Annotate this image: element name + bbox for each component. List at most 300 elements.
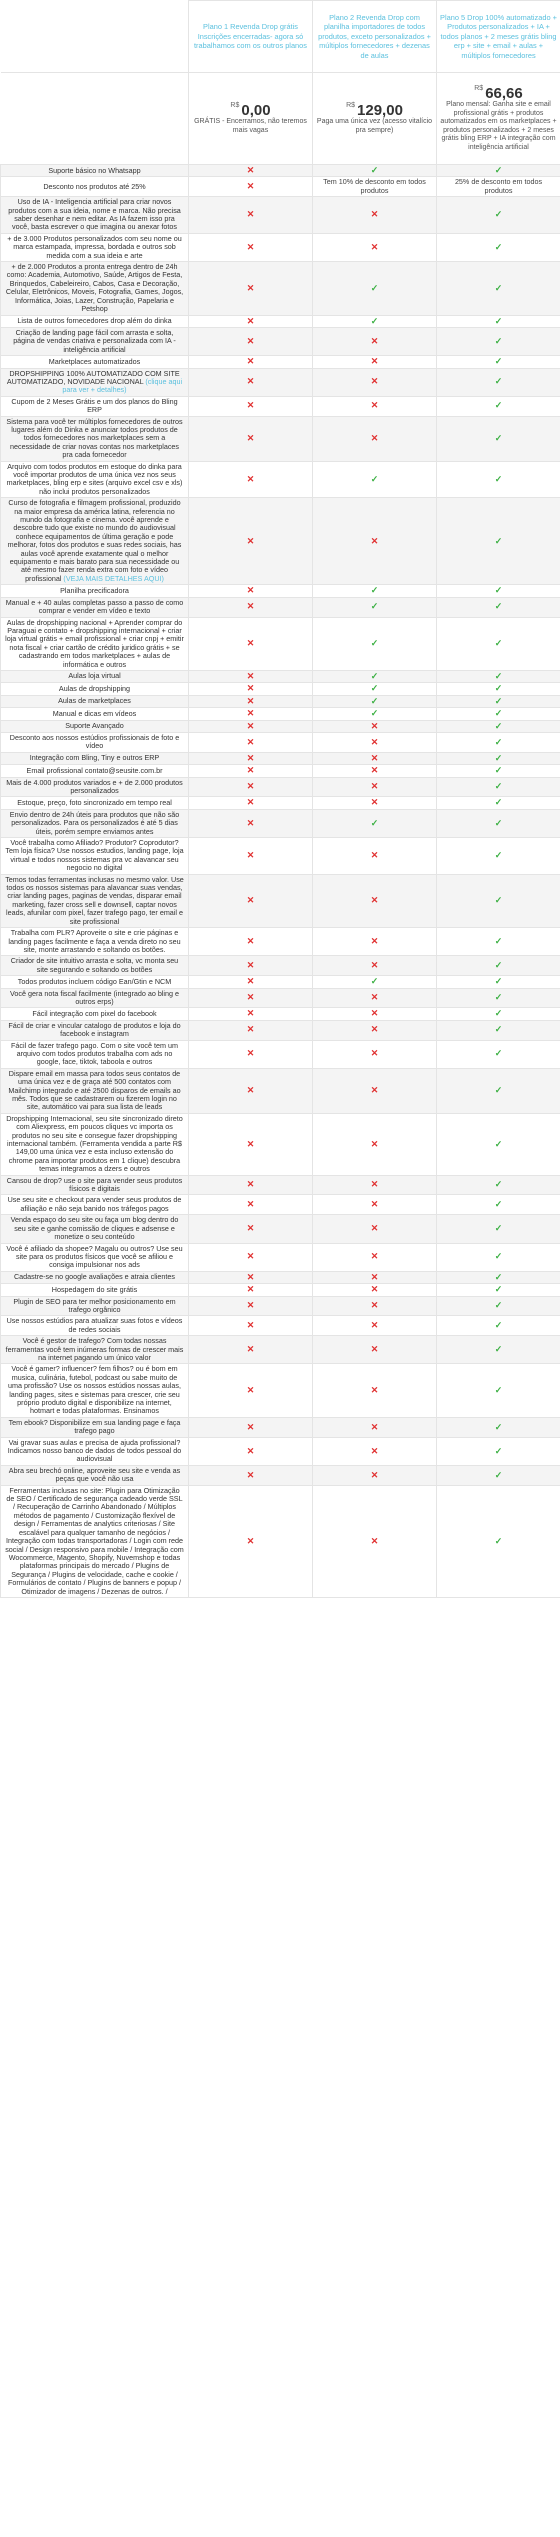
check-icon: ✓ xyxy=(494,335,503,346)
cross-icon: ✕ xyxy=(370,1320,379,1331)
plan-3-availability-cell xyxy=(437,368,560,396)
plan-3-availability-cell xyxy=(437,1243,560,1271)
feature-row xyxy=(1,1485,560,1597)
plan-1-availability-cell xyxy=(189,797,313,809)
plan-1-availability-cell xyxy=(189,683,313,695)
plan-2-availability-cell xyxy=(313,1020,437,1040)
feature-row xyxy=(1,976,560,988)
check-icon: ✓ xyxy=(494,670,503,681)
cross-icon: ✕ xyxy=(246,1223,255,1234)
plan-1-availability-cell xyxy=(189,356,313,368)
feature-row xyxy=(1,177,560,197)
plan-2-availability-cell xyxy=(313,683,437,695)
plan-3-availability-cell xyxy=(437,956,560,976)
plan-3-availability-cell xyxy=(437,797,560,809)
plan-2-availability-cell xyxy=(313,327,437,355)
feature-row xyxy=(1,262,560,315)
cross-icon: ✕ xyxy=(246,585,255,596)
cross-icon: ✕ xyxy=(246,473,255,484)
feature-label-cell xyxy=(1,1284,189,1296)
plan-names-row xyxy=(1,1,560,73)
feature-label: Aulas de dropshipping nacional + Aprender comprar do Paraguai e contato + dropshipping internacional + criar loja virtual grátis + email profissional + criar cnpj + emitir nota fiscal + criar cartão de crédito juridico grátis + se cadastrando em todos marketplaces + aulas de informática e outros xyxy=(5,617,184,669)
plan-1-name[interactable]: Plano 1 Revenda Drop grátis Inscrições encerradas- agora só trabalhamos com os outros planos xyxy=(194,22,307,51)
plan-3-value-cell xyxy=(437,177,560,197)
check-icon: ✓ xyxy=(494,1048,503,1059)
feature-label: Manual e + 40 aulas completas passo a passo de como comprar e vender em vídeo e texto xyxy=(5,597,184,616)
cross-icon: ✕ xyxy=(246,1284,255,1295)
feature-label: Trabalha com PLR? Aproveite o site e crie páginas e landing pages facilmente e faça a venda direto no seu site, monte arrastando e soltando os botões. xyxy=(8,928,181,954)
plan-1-availability-cell xyxy=(189,928,313,956)
feature-label: Cansou de drop? use o site para vender seus produtos físicos e digitais xyxy=(6,1175,183,1194)
check-icon: ✓ xyxy=(494,708,503,719)
plan-2-currency: R$ xyxy=(346,101,356,109)
feature-row xyxy=(1,874,560,927)
details-link[interactable]: (clique aqui para ver + detalhes) xyxy=(62,376,183,395)
plan-1-availability-cell xyxy=(189,1336,313,1364)
feature-row xyxy=(1,720,560,732)
plan-2-availability-cell xyxy=(313,988,437,1008)
plan-1-availability-cell xyxy=(189,695,313,707)
feature-row xyxy=(1,695,560,707)
plan-2-availability-cell xyxy=(313,165,437,177)
cross-icon: ✕ xyxy=(246,976,255,987)
plan-1-availability-cell xyxy=(189,1316,313,1336)
cross-icon: ✕ xyxy=(246,181,255,192)
feature-label: Aulas de dropshipping xyxy=(58,683,131,693)
cross-icon: ✕ xyxy=(246,992,255,1003)
feature-row xyxy=(1,585,560,597)
plan-1-price-cell xyxy=(189,73,313,165)
feature-label: Aulas de marketplaces xyxy=(58,696,131,706)
cross-icon: ✕ xyxy=(246,720,255,731)
check-icon: ✓ xyxy=(494,960,503,971)
cross-icon: ✕ xyxy=(246,209,255,220)
feature-label: Cadastre-se no google avaliações e atraia clientes xyxy=(13,1272,176,1282)
plan-2-availability-cell xyxy=(313,1284,437,1296)
feature-label-cell xyxy=(1,1243,189,1271)
check-icon: ✓ xyxy=(494,1535,503,1546)
feature-label: Sistema para você ter múltiplos fornecedores de outros lugares além do Dinka e anunciar todos produtos de todos fornecedores nos marketplaces sem a necessidade de criar novas contas nos marketplaces pra cada fornecedor xyxy=(6,416,183,460)
cross-icon: ✕ xyxy=(246,695,255,706)
cross-icon: ✕ xyxy=(246,1199,255,1210)
check-icon: ✓ xyxy=(494,376,503,387)
feature-label: Lista de outros fornecedores drop além do dinka xyxy=(17,316,172,325)
plan-prices-row xyxy=(1,73,560,165)
plan-3-availability-cell xyxy=(437,1068,560,1113)
feature-label: Vai gravar suas aulas e precisa de ajuda profissional? Indicamos nosso banco de dados de todos pessoal do audiovisual xyxy=(7,1437,182,1464)
plan-2-availability-cell xyxy=(313,233,437,261)
check-icon: ✓ xyxy=(494,936,503,946)
feature-label-cell xyxy=(1,752,189,764)
feature-row xyxy=(1,1195,560,1215)
cross-icon: ✕ xyxy=(370,720,379,731)
plan-2-availability-cell xyxy=(313,396,437,416)
plan-1-availability-cell xyxy=(189,720,313,732)
cross-icon: ✕ xyxy=(370,535,379,546)
feature-label-cell xyxy=(1,1465,189,1485)
feature-label-cell xyxy=(1,765,189,777)
details-link[interactable]: (VEJA MAIS DETALHES AQUI) xyxy=(63,573,164,583)
feature-label-cell xyxy=(1,1485,189,1597)
check-icon: ✓ xyxy=(494,1445,503,1456)
check-icon: ✓ xyxy=(494,473,503,484)
cross-icon: ✕ xyxy=(370,797,379,808)
plan-3-availability-cell xyxy=(437,1364,560,1417)
feature-row xyxy=(1,956,560,976)
plan-1-availability-cell xyxy=(189,1040,313,1068)
cross-icon: ✕ xyxy=(370,1421,379,1432)
cross-icon: ✕ xyxy=(370,1535,379,1546)
plan-2-availability-cell xyxy=(313,732,437,752)
feature-label: Envio dentro de 24h úteis para produtos que não são personalizados. Para os personalizados é até 5 dias úteis, porém sempre enviamos antes xyxy=(9,809,180,836)
check-icon: ✓ xyxy=(494,585,503,596)
feature-label: Você trabalha como Afiliado? Produtor? Coprodutor? Tem loja física? Use nossos estudios, landing page, loja virtual e todos nossos sistemas pra vc alavancar seu negocio no digital xyxy=(5,838,184,873)
plan-2-availability-cell xyxy=(313,956,437,976)
plan-3-availability-cell xyxy=(437,262,560,315)
check-icon: ✓ xyxy=(494,1008,503,1019)
plan-1-availability-cell xyxy=(189,1271,313,1283)
plan-2-availability-cell xyxy=(313,1040,437,1068)
plan-3-availability-cell xyxy=(437,720,560,732)
feature-label: + de 3.000 Produtos personalizados com seu nome ou marca estampada, impressa, bordada e outros sob medida com a sua ideia e arte xyxy=(7,233,182,260)
plan-3-availability-cell xyxy=(437,1175,560,1195)
cross-icon: ✕ xyxy=(246,432,255,443)
plan-1-availability-cell xyxy=(189,1195,313,1215)
plan-1-availability-cell xyxy=(189,617,313,670)
plan-2-availability-cell xyxy=(313,356,437,368)
feature-row xyxy=(1,396,560,416)
feature-label: Uso de IA - Inteligencia artificial para criar novos produtos com a sua ideia, nome e marca. Não precisa saber desenhar e nem editar. As IA fazem isso pra você, basta escrever o que imagina ou anexar fotos xyxy=(8,197,181,232)
cross-icon: ✕ xyxy=(370,765,379,776)
plan-3-availability-cell xyxy=(437,1195,560,1215)
plan-3-availability-cell xyxy=(437,708,560,720)
feature-label: Todos produtos incluem código Ean/Gtin e NCM xyxy=(17,976,172,986)
plan-3-availability-cell xyxy=(437,1417,560,1437)
plan-3-availability-cell xyxy=(437,1215,560,1243)
cross-icon: ✕ xyxy=(246,356,255,367)
cross-icon: ✕ xyxy=(370,936,379,946)
plan-1-availability-cell xyxy=(189,809,313,837)
check-icon: ✓ xyxy=(494,1284,503,1295)
plan-2-availability-cell xyxy=(313,585,437,597)
plan-3-availability-cell xyxy=(437,1271,560,1283)
feature-row xyxy=(1,1271,560,1283)
feature-row xyxy=(1,670,560,682)
plan-3-availability-cell xyxy=(437,777,560,797)
plan-3-availability-cell xyxy=(437,752,560,764)
check-icon: ✓ xyxy=(494,1344,503,1355)
plan-2-availability-cell xyxy=(313,617,437,670)
feature-row xyxy=(1,1364,560,1417)
feature-label-cell xyxy=(1,617,189,670)
check-icon: ✓ xyxy=(494,1271,503,1282)
feature-row xyxy=(1,597,560,617)
plan-1-price-description: GRÁTIS - Encerramos, não teremos mais vagas xyxy=(194,118,307,134)
plan-2-availability-cell xyxy=(313,838,437,875)
feature-label: Dispare email em massa para todos seus contatos de uma única vez e de graça até 500 contatos com Mailchimp integrado e até 2500 disparos de emails ao mês. Todos que se cadastrarem ou fizerem login no site, automático vai para sua lista de leads xyxy=(8,1068,181,1112)
feature-label: Criador de site intuitivo arrasta e solta, vc monta seu site segurando e soltando os botões xyxy=(10,956,179,974)
cross-icon: ✕ xyxy=(370,376,379,387)
plan-3-availability-cell xyxy=(437,1284,560,1296)
plan-3-availability-cell xyxy=(437,498,560,585)
feature-label: Você é gestor de trafego? Com todas nossas ferramentas você tem inúmeras formas de crescer mais na internet pagando um único valor xyxy=(5,1336,184,1362)
check-icon: ✓ xyxy=(494,1024,503,1035)
feature-label-cell xyxy=(1,233,189,261)
plan-1-name-cell[interactable] xyxy=(189,1,313,73)
cross-icon: ✕ xyxy=(246,1138,255,1149)
feature-row xyxy=(1,416,560,461)
plan-2-availability-cell xyxy=(313,1271,437,1283)
check-icon: ✓ xyxy=(494,720,503,731)
plan-1-availability-cell xyxy=(189,396,313,416)
plan-3-availability-cell xyxy=(437,585,560,597)
cross-icon: ✕ xyxy=(246,1384,255,1395)
check-icon: ✓ xyxy=(494,1223,503,1234)
plan-2-availability-cell xyxy=(313,1336,437,1364)
feature-row xyxy=(1,165,560,177)
feature-label-cell xyxy=(1,1020,189,1040)
plan-2-availability-cell xyxy=(313,1008,437,1020)
feature-label-cell xyxy=(1,1437,189,1465)
plan-2-name[interactable]: Plano 2 Revenda Drop com planilha importadores de todos produtos, exceto personalizados + múltiplos fornecedores + dezenas de aulas xyxy=(318,12,431,60)
plan-1-availability-cell xyxy=(189,1008,313,1020)
feature-label-cell xyxy=(1,838,189,875)
feature-label: Fácil de fazer trafego pago. Com o site você tem um arquivo com todos produtos trabalha com ads no google, face, tiktok, taboola e outros xyxy=(11,1040,178,1067)
feature-row xyxy=(1,327,560,355)
cross-icon: ✕ xyxy=(370,895,379,906)
plan-1-availability-cell xyxy=(189,752,313,764)
plan-2-price-cell xyxy=(313,73,437,165)
feature-row xyxy=(1,809,560,837)
feature-label: Dropshipping Internacional, seu site sincronizado direto com Aliexpress, em poucos cliques vc importa os produtos no seu site e consegue fazer dropshipping internacional também. (Ferramenta vendida a parte R$ 149,00 uma única vez e esta incluso extensão do chrome para importar produtos em 1 clique) descubra temas integramos a dzers e outros xyxy=(6,1113,183,1174)
cross-icon: ✕ xyxy=(370,1271,379,1282)
plan-3-availability-cell xyxy=(437,1336,560,1364)
feature-label-cell xyxy=(1,1296,189,1316)
plan-1-availability-cell xyxy=(189,777,313,797)
cross-icon: ✕ xyxy=(246,376,255,387)
cross-icon: ✕ xyxy=(370,356,379,367)
plan-3-name-cell[interactable] xyxy=(437,1,560,73)
check-icon: ✓ xyxy=(370,976,379,987)
plan-1-availability-cell xyxy=(189,732,313,752)
check-icon: ✓ xyxy=(494,1300,503,1311)
plan-2-availability-cell xyxy=(313,809,437,837)
plan-1-availability-cell xyxy=(189,1068,313,1113)
plan-2-availability-cell xyxy=(313,1113,437,1175)
plan-1-availability-cell xyxy=(189,1364,313,1417)
plan-3-availability-cell xyxy=(437,1113,560,1175)
plan-3-availability-cell xyxy=(437,461,560,498)
feature-label: Tem ebook? Disponibilize em sua landing page e faça trafego pago xyxy=(8,1417,181,1436)
plan-1-availability-cell xyxy=(189,838,313,875)
plan-3-price-description: Plano mensal: Ganha site e email profissional grátis + produtos automatizados em os marketplaces + produtos personalizados + 2 meses grátis bling ERP + IA integração com inteligência artificial xyxy=(440,100,557,151)
cross-icon: ✕ xyxy=(370,752,379,763)
check-icon: ✓ xyxy=(494,601,503,612)
plan-3-availability-cell xyxy=(437,1020,560,1040)
feature-label-cell xyxy=(1,1271,189,1283)
plan-1-availability-cell xyxy=(189,1485,313,1597)
plan-1-availability-cell xyxy=(189,262,313,315)
feature-label-cell xyxy=(1,797,189,809)
feature-row xyxy=(1,1465,560,1485)
feature-label: Ferramentas inclusas no site: Plugin para Otimização de SEO / Certificado de segurança cadeado verde SSL / Recuperação de Carrinho Abandonado / Múltiplos métodos de pagamento / Customização flexível de design / Ferramentas de analytics criteriosas / Site escalável para qualquer tamanho de negócios / Integração com todas transportadoras / Login com rede social / Design responsivo para mobile / Integração com Wocommerce, Magento, Shopify, Nuvemshop e todas plataformas principais do mercado / Plugins de Segurança / Plugins de velocidade, cache e cookie / Formulários de contato / Plugins de banners e popup / Otimizador de imagens / Dezenas de outros. / xyxy=(5,1485,184,1596)
plan-3-availability-cell xyxy=(437,683,560,695)
plan-value-text: 25% de desconto em todos produtos xyxy=(454,177,543,195)
feature-label-cell xyxy=(1,928,189,956)
plan-1-availability-cell xyxy=(189,1417,313,1437)
plan-2-name-cell[interactable] xyxy=(313,1,437,73)
plan-2-availability-cell xyxy=(313,1417,437,1437)
feature-label-cell xyxy=(1,315,189,327)
plan-2-availability-cell xyxy=(313,597,437,617)
cross-icon: ✕ xyxy=(246,1085,255,1096)
feature-row xyxy=(1,797,560,809)
plan-2-availability-cell xyxy=(313,928,437,956)
check-icon: ✓ xyxy=(494,282,503,293)
plan-1-currency: R$ xyxy=(230,101,240,109)
check-icon: ✓ xyxy=(494,1085,503,1096)
cross-icon: ✕ xyxy=(370,1024,379,1035)
check-icon: ✓ xyxy=(494,992,503,1003)
feature-label-cell xyxy=(1,1417,189,1437)
check-icon: ✓ xyxy=(494,781,503,792)
plan-3-availability-cell xyxy=(437,197,560,234)
check-icon: ✓ xyxy=(494,165,503,175)
plan-1-amount: 0,00 xyxy=(241,101,271,119)
feature-row xyxy=(1,988,560,1008)
feature-row xyxy=(1,368,560,396)
cross-icon: ✕ xyxy=(246,683,255,694)
cross-icon: ✕ xyxy=(246,708,255,719)
cross-icon: ✕ xyxy=(246,601,255,612)
plan-3-availability-cell xyxy=(437,233,560,261)
plan-2-value-cell xyxy=(313,177,437,197)
plan-1-availability-cell xyxy=(189,461,313,498)
check-icon: ✓ xyxy=(494,638,503,649)
cross-icon: ✕ xyxy=(246,895,255,906)
cross-icon: ✕ xyxy=(246,1179,255,1190)
feature-label-cell xyxy=(1,1195,189,1215)
plan-3-name[interactable]: Plano 5 Drop 100% automatizado + Produtos personalizados + IA + todos planos + 2 meses grátis bling erp + site + email + aulas + múltiplos fornecedores xyxy=(440,12,557,60)
check-icon: ✓ xyxy=(494,209,503,220)
plan-1-availability-cell xyxy=(189,1113,313,1175)
cross-icon: ✕ xyxy=(246,752,255,763)
cross-icon: ✕ xyxy=(246,781,255,792)
feature-label-cell xyxy=(1,1068,189,1113)
plan-1-availability-cell xyxy=(189,670,313,682)
cross-icon: ✕ xyxy=(370,1179,379,1190)
feature-label: Temos todas ferramentas inclusas no mesmo valor. Use todos os nossos sistemas para alavancar suas vendas, criar landing pages, paginas de vendas, disparar email marketing, fazer cross sell e downsell, captar novos leads, afunilar com pixel, fazer trafego pago, ter email e site profissional xyxy=(5,874,184,926)
cross-icon: ✕ xyxy=(370,1445,379,1456)
feature-label: + de 2.000 Produtos a pronta entrega dentro de 24h como: Academia, Automotivo, Saúde, Artigos de Festa, Brinquedos, Cabeleireiro, Cabos, Casa e Decoração, Celular, Eletrônicos, Moveis, Fotografia, Games, Jogos, Informática, Joias, Lazer, Construção, Papelaria e Petshop xyxy=(5,262,184,314)
feature-row xyxy=(1,1215,560,1243)
cross-icon: ✕ xyxy=(370,1300,379,1311)
check-icon: ✓ xyxy=(494,1179,503,1190)
plan-3-availability-cell xyxy=(437,1296,560,1316)
cross-icon: ✕ xyxy=(246,765,255,776)
feature-label: Desconto nos produtos até 25% xyxy=(43,181,146,191)
feature-label: Criação de landing page fácil com arrasta e solta, página de vendas criativa e personalizada com IA - inteligência artificial xyxy=(13,327,176,354)
cross-icon: ✕ xyxy=(370,781,379,792)
feature-label-cell xyxy=(1,732,189,752)
plan-3-availability-cell xyxy=(437,327,560,355)
feature-label-cell xyxy=(1,988,189,1008)
plan-3-availability-cell xyxy=(437,356,560,368)
feature-label: Use nossos estúdios para atualizar suas fotos e vídeos de redes sociais xyxy=(6,1316,183,1334)
feature-row xyxy=(1,617,560,670)
plan-1-availability-cell xyxy=(189,368,313,396)
plan-2-availability-cell xyxy=(313,1296,437,1316)
feature-label-cell xyxy=(1,874,189,927)
feature-label: Aulas loja virtual xyxy=(68,671,121,681)
check-icon: ✓ xyxy=(494,1320,503,1331)
cross-icon: ✕ xyxy=(370,1344,379,1355)
plan-3-availability-cell xyxy=(437,765,560,777)
cross-icon: ✕ xyxy=(370,432,379,443)
feature-label: Mais de 4.000 produtos variados e + de 2.000 produtos personalizados xyxy=(6,777,183,795)
plan-3-availability-cell xyxy=(437,732,560,752)
plan-1-availability-cell xyxy=(189,874,313,927)
plan-2-availability-cell xyxy=(313,498,437,585)
check-icon: ✓ xyxy=(494,535,503,546)
feature-label-cell xyxy=(1,1316,189,1336)
plan-1-availability-cell xyxy=(189,327,313,355)
check-icon: ✓ xyxy=(370,670,379,681)
cross-icon: ✕ xyxy=(246,817,255,828)
plan-1-availability-cell xyxy=(189,585,313,597)
cross-icon: ✕ xyxy=(370,209,379,220)
cross-icon: ✕ xyxy=(246,1535,255,1546)
plan-1-availability-cell xyxy=(189,1020,313,1040)
feature-row xyxy=(1,1296,560,1316)
check-icon: ✓ xyxy=(494,241,503,252)
feature-row xyxy=(1,928,560,956)
plan-2-amount: 129,00 xyxy=(357,101,403,119)
cross-icon: ✕ xyxy=(246,282,255,293)
plan-3-availability-cell xyxy=(437,1008,560,1020)
feature-label: Você é gamer? influencer? fem filhos? ou é bom em musica, culinária, futebol, podcast ou sabe muito de uma profissão? Use os nossos estúdios nossas aulas, landing pages, sites e sistemas para crescer, crie seu próprio produto digital e disponibilize na internet, hotmart e todas plataformas. Ensinamos xyxy=(8,1364,181,1416)
check-icon: ✓ xyxy=(494,817,503,828)
cross-icon: ✕ xyxy=(370,1199,379,1210)
check-icon: ✓ xyxy=(494,1251,503,1262)
plan-3-availability-cell xyxy=(437,597,560,617)
feature-label-cell xyxy=(1,498,189,585)
cross-icon: ✕ xyxy=(370,1223,379,1234)
plan-3-availability-cell xyxy=(437,416,560,461)
cross-icon: ✕ xyxy=(370,992,379,1003)
feature-label: Email profissional contato@seusite.com.br xyxy=(26,765,163,775)
feature-label: Integração com Bling, Tiny e outros ERP xyxy=(29,753,160,763)
plan-3-availability-cell xyxy=(437,1437,560,1465)
cross-icon: ✕ xyxy=(246,335,255,346)
feature-label: Curso de fotografia e filmagem profissional, produzido na maior empresa da américa latina, referencia no mundo da fotografia e cinema. você aprende e descobre tudo que existe no mundo do audiovisual conhece equipamentos de última geração e pode melhorar, fotos dos produtos e suas redes sociais, has aulas você aprende exatamente qual o melhor equipamento e mais barato para sua necessidade ou até mesmo fazer renda extra com foto e vídeo profissional xyxy=(7,498,182,583)
feature-label: Suporte Avançado xyxy=(65,721,124,731)
cross-icon: ✕ xyxy=(246,1251,255,1262)
cross-icon: ✕ xyxy=(246,1008,255,1019)
check-icon: ✓ xyxy=(494,1421,503,1432)
check-icon: ✓ xyxy=(494,976,503,987)
feature-label: Venda espaço do seu site ou faça um blog dentro do seu site e ganhe comissão de cliques e adsense e monetize o seu conteúdo xyxy=(10,1215,179,1242)
plan-1-availability-cell xyxy=(189,597,313,617)
cross-icon: ✕ xyxy=(246,1469,255,1480)
feature-label-cell xyxy=(1,356,189,368)
check-icon: ✓ xyxy=(494,765,503,776)
plan-2-availability-cell xyxy=(313,315,437,327)
plan-value-text: Tem 10% de desconto em todos produtos xyxy=(323,177,426,195)
feature-label-cell xyxy=(1,177,189,197)
cross-icon: ✕ xyxy=(246,1421,255,1432)
cross-icon: ✕ xyxy=(370,1284,379,1295)
